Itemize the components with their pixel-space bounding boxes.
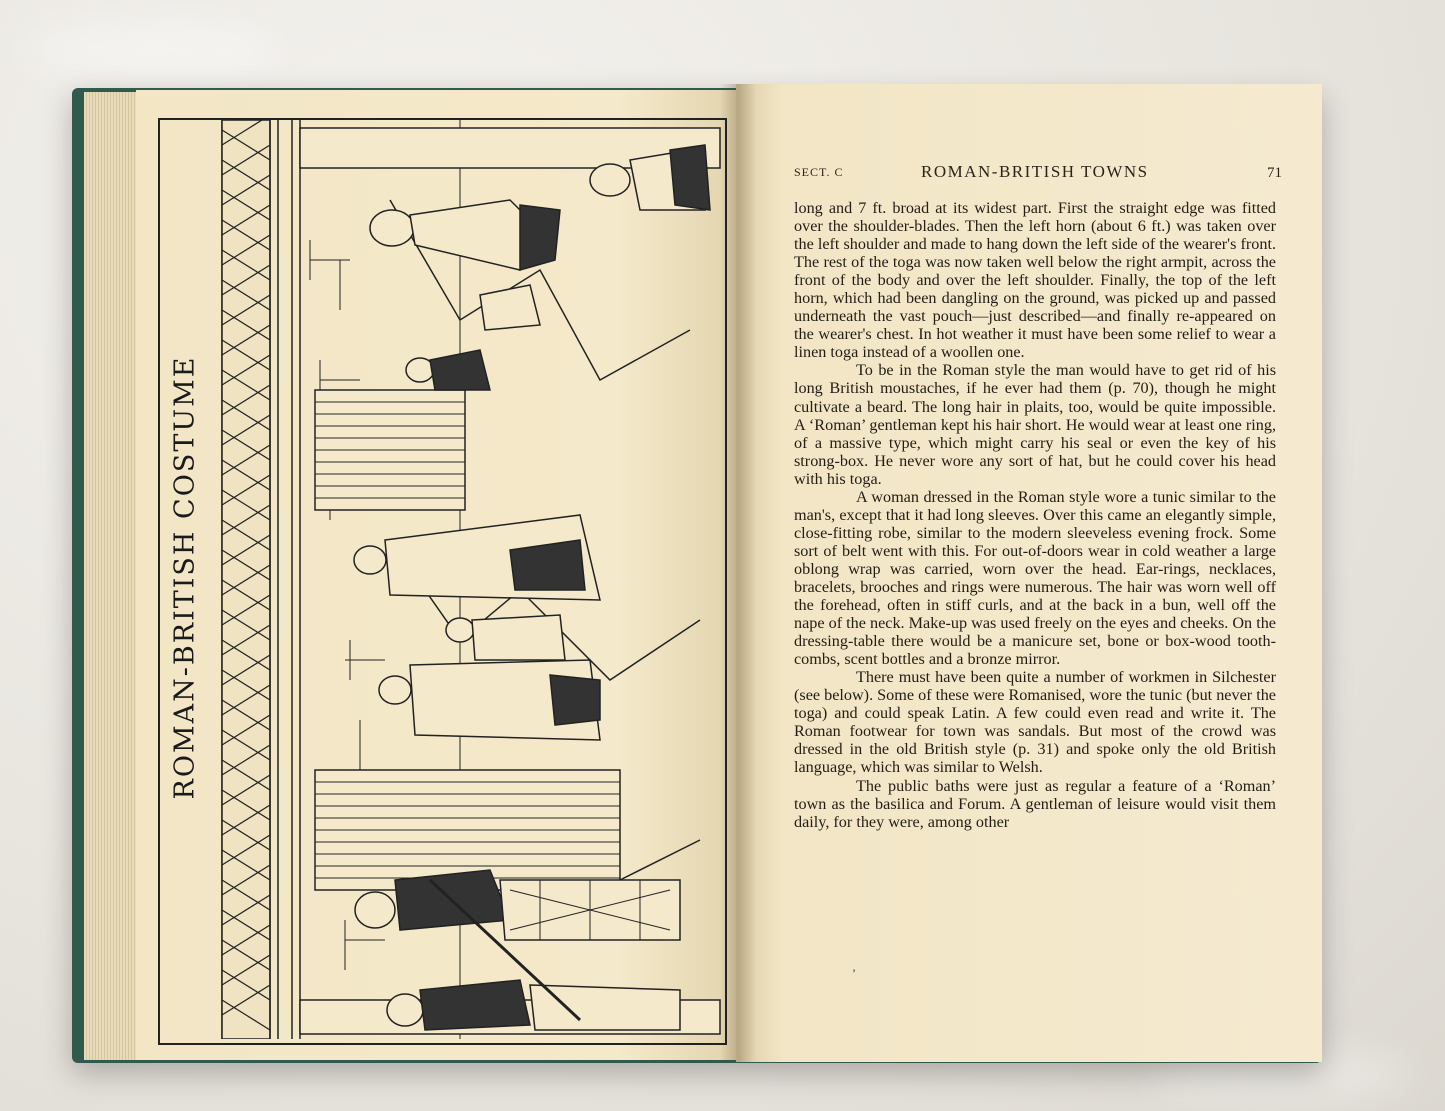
page-number: 71 [1267,165,1282,181]
paragraph: long and 7 ft. broad at its widest part. First the straight edge was fitted over the shoulder-blades. Then the left horn (about 6 ft.) was taken over the left shoulder and made to hang down the left side of the wearer's front. The rest of the toga was now taken well below the right armpit, across the front of the body and over the left shoulder. Finally, the top of the left horn, which had been dangling on the ground, was picked up and passed underneath the vast pouch—just described—and finally re-appeared on the wearer's chest. In hot weather it must have been some relief to wear a linen toga instead of a woollen one. [794,199,1276,362]
costume-illustration [160,120,721,1039]
stray-mark: ’ [852,966,856,980]
running-title: ROMAN-BRITISH TOWNS [921,162,1149,181]
paragraph: To be in the Roman style the man would have to get rid of his long British moustaches, if he ever had them (p. 70), though he might cultivate a beard. The long hair in plaits, too, would be quite impossible. A ‘Roman’ gentleman kept his hair short. He would wear at least one ring, of a massive type, which might carry his seal or even the key of his strong-box. He never wore any sort of hat, but he could cover his head with his toga. [794,361,1276,488]
illustration-title [150,120,220,1035]
page-edges [84,92,144,1060]
cloth-highlight [20,20,280,80]
illustration-title-text: ROMAN-BRITISH COSTUME [169,355,201,800]
paragraph: There must have been quite a number of workmen in Silchester (see below). Some of these were Romanised, wore the tunic (but never the toga) and could speak Latin. A few could even read and write it. The Roman footwear for town was sandals. But most of the crowd was dressed in the old British style (p. 31) and spoke only the old British language, which was similar to Welsh. [794,668,1276,777]
section-label: SECT. C [794,165,844,179]
running-header [794,162,1282,186]
paragraph: The public baths were just as regular a feature of a ‘Roman’ town as the basilica and Forum. A gentleman of leisure would visit them daily, for they were, among other [794,776,1276,831]
paragraph: A woman dressed in the Roman style wore a tunic similar to the man's, except that it had long sleeves. Over this came an elegantly simple, close-fitting robe, similar to the modern sleeveless evening frock. Some sort of belt went with this. For out-of-doors wear in cold weather a large oblong wrap was carried, worn over the head. Ear-rings, necklaces, bracelets, brooches and rings were numerous. The hair was worn well off the forehead, often in stiff curls, and at the back in a bun, well off the nape of the neck. Make-up was used freely on the eyes and cheeks. On the dressing-table there would be a manicure set, bone or box-wood tooth-combs, scent bottles and a bronze mirror. [794,487,1276,669]
page-body [794,199,1276,831]
